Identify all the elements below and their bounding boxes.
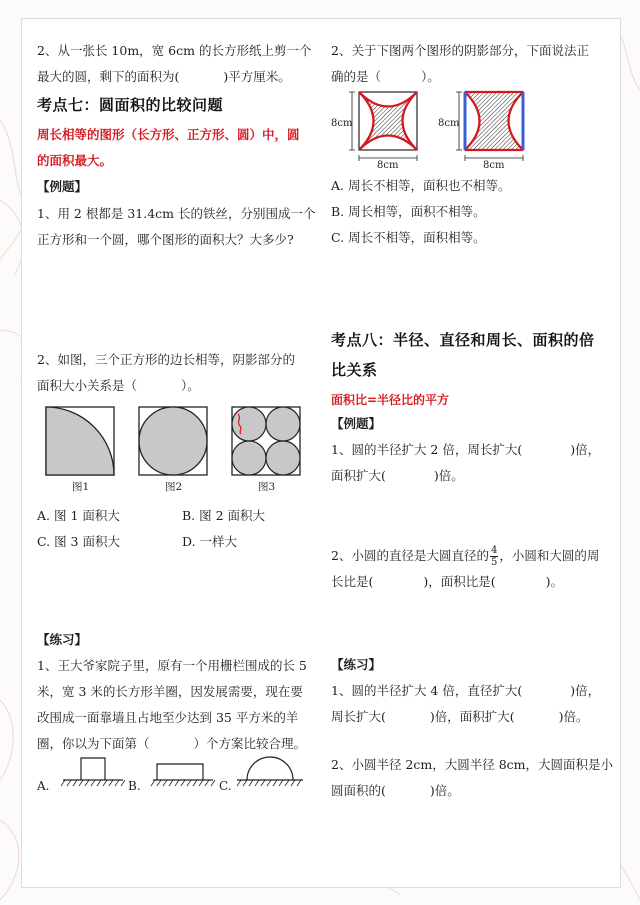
right-practice2 — [331, 752, 613, 804]
right-practice1 — [331, 678, 613, 730]
example2 — [37, 347, 319, 399]
s8-ex1-line2: 面积扩大( )倍。 — [331, 468, 464, 483]
option-d[interactable]: D. 一样大 — [182, 534, 238, 549]
right-shaded-square — [438, 92, 523, 170]
rp2-line1: 2、小圆半径 2cm，大圆半径 8cm，大圆面积是小 — [331, 757, 614, 772]
section8-rule: 面积比=半径比的平方 — [331, 393, 450, 407]
figure3-label: 图3 — [258, 481, 276, 493]
section8-example2 — [331, 543, 613, 595]
rp2-line2: 圆面积的( )倍。 — [331, 783, 460, 798]
right-height-label: 8cm — [438, 118, 460, 129]
practice1-line4: 圈，你以为下面第（ ）个方案比较合理。 — [37, 736, 307, 751]
shadow-option-c[interactable]: C. 周长不相等，面积相等。 — [331, 230, 486, 245]
section8-title-line2: 比关系 — [331, 361, 378, 379]
left-shaded-square — [331, 92, 417, 170]
figure3-four-circles — [232, 407, 300, 475]
practice1-line3: 改围成一面靠墙且占地至少达到 35 平方米的羊 — [37, 710, 299, 725]
plan-b-label[interactable]: B. — [128, 779, 141, 793]
fence-plans — [37, 752, 319, 797]
q-paper-line2: 最大的圆，剩下的面积为( )平方厘米。 — [37, 69, 291, 84]
rp1-line2: 周长扩大( )倍，面积扩大( )倍。 — [331, 709, 589, 724]
practice-label-right: 【练习】 — [331, 657, 382, 672]
example2-line1: 2、如图，三个正方形的边长相等，阴影部分的 — [37, 352, 295, 367]
option-b[interactable]: B. 图 2 面积大 — [182, 508, 266, 523]
s8-ex1-line1: 1、圆的半径扩大 2 倍，周长扩大( )倍， — [331, 442, 601, 457]
example2-line2: 面积大小关系是（ ）。 — [37, 378, 200, 393]
section8-title-line1: 考点八：半径、直径和周长、面积的倍 — [331, 331, 595, 349]
figure2-label: 图2 — [165, 481, 183, 493]
q-paper-line1: 2、从一张长 10m，宽 6cm 的长方形纸上剪一个 — [37, 43, 312, 58]
right-column — [331, 38, 609, 90]
rp1-line1: 1、圆的半径扩大 4 倍，直径扩大( )倍， — [331, 683, 601, 698]
shadow-option-b[interactable]: B. 周长相等，面积不相等。 — [331, 204, 486, 219]
option-c[interactable]: C. 图 3 面积大 — [37, 534, 120, 549]
example1-line1: 1、用 2 根都是 31.4cm 长的铁丝，分别围成一个 — [37, 206, 316, 221]
example-label: 【例题】 — [37, 179, 88, 194]
example1-line2: 正方形和一个圆，哪个图形的面积大？大多少? — [37, 232, 294, 247]
shadow-option-a[interactable]: A. 周长不相等，面积也不相等。 — [331, 178, 511, 193]
left-height-label: 8cm — [331, 118, 353, 129]
s8-ex2-line2: 长比是( )，面积比是( )。 — [331, 574, 564, 589]
q-shadow-line1: 2、关于下图两个图形的阴影部分，下面说法正 — [331, 43, 589, 58]
shadow-options — [331, 173, 611, 251]
plan-a-label[interactable]: A. — [37, 779, 50, 793]
left-column — [37, 38, 317, 90]
practice1 — [37, 653, 319, 757]
s8-ex2-line1: 2、小圆的直径是大圆直径的 $\frac{4}{5}$ ，小圆和大圆的周 — [331, 545, 600, 568]
section7-rule-line2: 的面积最大。 — [37, 153, 113, 168]
shaded-shapes-figure — [331, 88, 611, 170]
plan-c-label[interactable]: C. — [219, 779, 232, 793]
figure1-label: 图1 — [72, 481, 90, 493]
option-a[interactable]: A. 图 1 面积大 — [37, 508, 120, 523]
example-label-right: 【例题】 — [331, 416, 382, 431]
section8-example1 — [331, 437, 611, 489]
figure1-quarter-circle — [46, 407, 114, 475]
fraction-four-fifths: $\frac{4}{5}$ — [490, 545, 498, 568]
figure2-inscribed-circle — [139, 407, 207, 475]
section7-rule-line1: 周长相等的图形（长方形、正方形、圆）中，圆 — [37, 127, 300, 142]
practice-label: 【练习】 — [37, 632, 88, 647]
practice1-line2: 米，宽 3 米的长方形羊圈，因发展需要，现在要 — [37, 684, 303, 699]
left-width-label: 8cm — [377, 160, 399, 170]
practice1-line1: 1、王大爷家院子里，原有一个用栅栏围成的长 5 — [37, 658, 307, 673]
q-shadow-line2: 确的是（ ）。 — [331, 69, 440, 84]
square-figures — [40, 404, 310, 494]
right-width-label: 8cm — [483, 160, 505, 170]
example1 — [37, 201, 319, 253]
section7-title: 考点七：圆面积的比较问题 — [37, 96, 224, 114]
